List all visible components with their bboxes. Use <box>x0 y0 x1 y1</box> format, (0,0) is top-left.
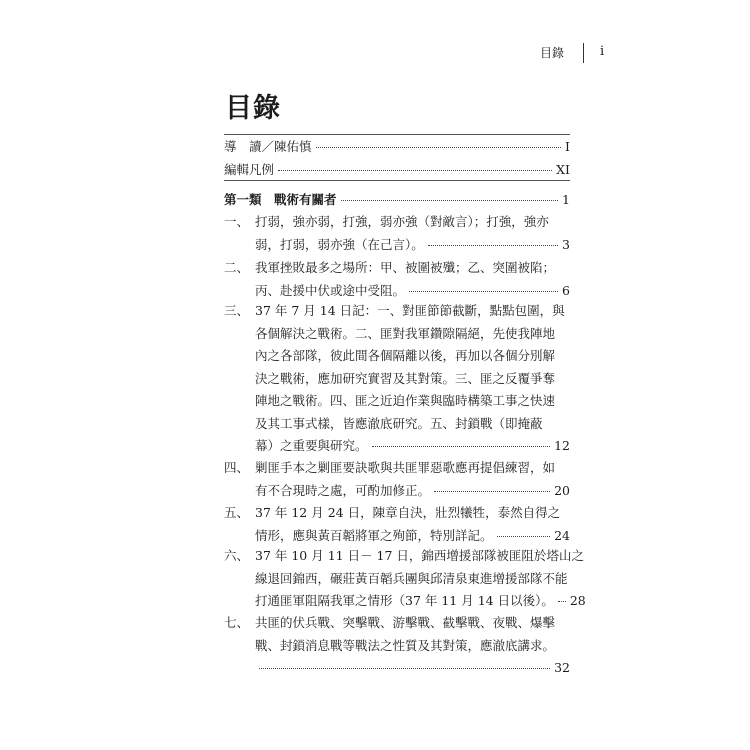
toc-item-4[interactable] <box>224 457 570 502</box>
toc-item-2[interactable] <box>224 257 570 302</box>
item-page: 3 <box>562 236 570 252</box>
item-last-line <box>255 525 570 548</box>
header-divider <box>583 43 584 63</box>
item-text: 幕）之重要與研究。 <box>255 438 368 453</box>
leader-dots <box>316 147 562 148</box>
toc-item-1[interactable] <box>224 211 570 256</box>
item-number: 六、 <box>224 548 250 563</box>
toc-item-6[interactable] <box>224 545 586 613</box>
item-number: 二、 <box>224 260 250 275</box>
leader-dots <box>558 601 566 602</box>
divider-top <box>224 134 570 135</box>
item-line: 內之各部隊，彼此間各個隔離以後，再加以各個分別解 <box>255 348 556 363</box>
toc-page: XI <box>556 162 570 177</box>
toc-entry-editorial-notes[interactable] <box>224 160 570 182</box>
item-last-line <box>255 657 570 680</box>
item-last-line <box>255 590 586 613</box>
item-page: 32 <box>554 660 570 675</box>
item-number: 七、 <box>224 615 250 630</box>
item-page: 12 <box>554 438 570 453</box>
item-line: 37 年 12 月 24 日，陳章自決，壯烈犧牲，泰然自得之 <box>255 505 561 520</box>
item-text: 丙、赴援中伏或途中受阻。 <box>255 282 406 298</box>
item-text: 弱，打弱，弱亦強（在己言）。 <box>255 236 424 252</box>
leader-dots <box>497 536 551 537</box>
divider-bottom <box>224 180 570 181</box>
item-number: 五、 <box>224 505 250 520</box>
item-page: 6 <box>562 282 570 298</box>
leader-dots <box>278 170 552 171</box>
item-text: 打通匪軍阻隔我軍之情形（37 年 11 月 14 日以後）。 <box>255 593 554 608</box>
toc-item-5[interactable] <box>224 502 570 547</box>
toc-label: 編輯凡例 <box>224 162 275 177</box>
toc-page: I <box>565 139 570 154</box>
item-last-line <box>255 280 570 303</box>
item-number: 一、 <box>224 214 250 229</box>
toc-item-7[interactable] <box>224 612 570 680</box>
running-head: 目錄 <box>540 46 565 60</box>
item-text: 有不合現時之處，可酌加修正。 <box>255 482 431 498</box>
page-number: i <box>600 44 605 59</box>
leader-dots <box>341 200 559 201</box>
item-line: 線退回錦西，碾莊黃百韜兵團與邱清泉東進增援部隊不能 <box>255 570 568 586</box>
item-line: 決之戰術，應加研究實習及其對策。三、匪之反覆爭奪 <box>255 370 556 386</box>
leader-dots <box>259 668 550 669</box>
item-last-line <box>255 435 570 458</box>
item-line: 陣地之戰術。四、匪之近迫作業與臨時構築工事之快速 <box>255 393 556 408</box>
leader-dots <box>428 245 558 246</box>
item-page: 28 <box>569 593 586 608</box>
item-number: 四、 <box>224 460 250 475</box>
page-title: 目錄 <box>225 93 281 124</box>
item-line: 打弱，強亦弱，打強，弱亦強（對敵言）；打強，強亦 <box>255 214 549 229</box>
item-line: 戰、封鎖消息戰等戰法之性質及其對策，應澈底講求。 <box>255 637 556 653</box>
item-line: 我軍挫敗最多之場所：甲、被圍被殲；乙、突圍被陷； <box>255 260 556 275</box>
item-line: 37 年 7 月 14 日記：一、對匪節節截斷，點點包圍，與 <box>255 303 565 318</box>
item-line: 各個解決之戰術。二、匪對我軍鑽隙隔絕，先使我陣地 <box>255 325 556 341</box>
leader-dots <box>434 491 550 492</box>
item-text: 情形，應與黃百韜將軍之殉節，特別詳記。 <box>255 527 493 543</box>
leader-dots <box>372 446 551 447</box>
item-page: 20 <box>554 482 570 498</box>
item-last-line <box>255 234 570 257</box>
item-line: 及其工事式樣，皆應澈底研究。五、封鎖戰（即掩蔽 <box>255 415 543 431</box>
item-line: 共匪的伏兵戰、突擊戰、游擊戰、截擊戰、夜戰、爆擊 <box>255 615 556 630</box>
section-page: 1 <box>562 192 570 207</box>
toc-label: 導 讀／陳佑慎 <box>224 139 312 154</box>
item-number: 三、 <box>224 303 250 318</box>
item-line: 剿匪手本之剿匪要訣歌與共匪罪惡歌應再提倡練習，如 <box>255 460 556 475</box>
item-line: 37 年 10 月 11 日－ 17 日，錦西增援部隊被匪阻於塔山之 <box>255 548 584 563</box>
item-page: 24 <box>554 527 570 543</box>
section-label: 第一類 戰術有關者 <box>224 192 337 207</box>
toc-entry-intro[interactable] <box>224 137 570 159</box>
toc-section-heading[interactable] <box>224 190 570 212</box>
leader-dots <box>409 291 558 292</box>
toc-item-3[interactable] <box>224 300 570 458</box>
item-last-line <box>255 480 570 503</box>
